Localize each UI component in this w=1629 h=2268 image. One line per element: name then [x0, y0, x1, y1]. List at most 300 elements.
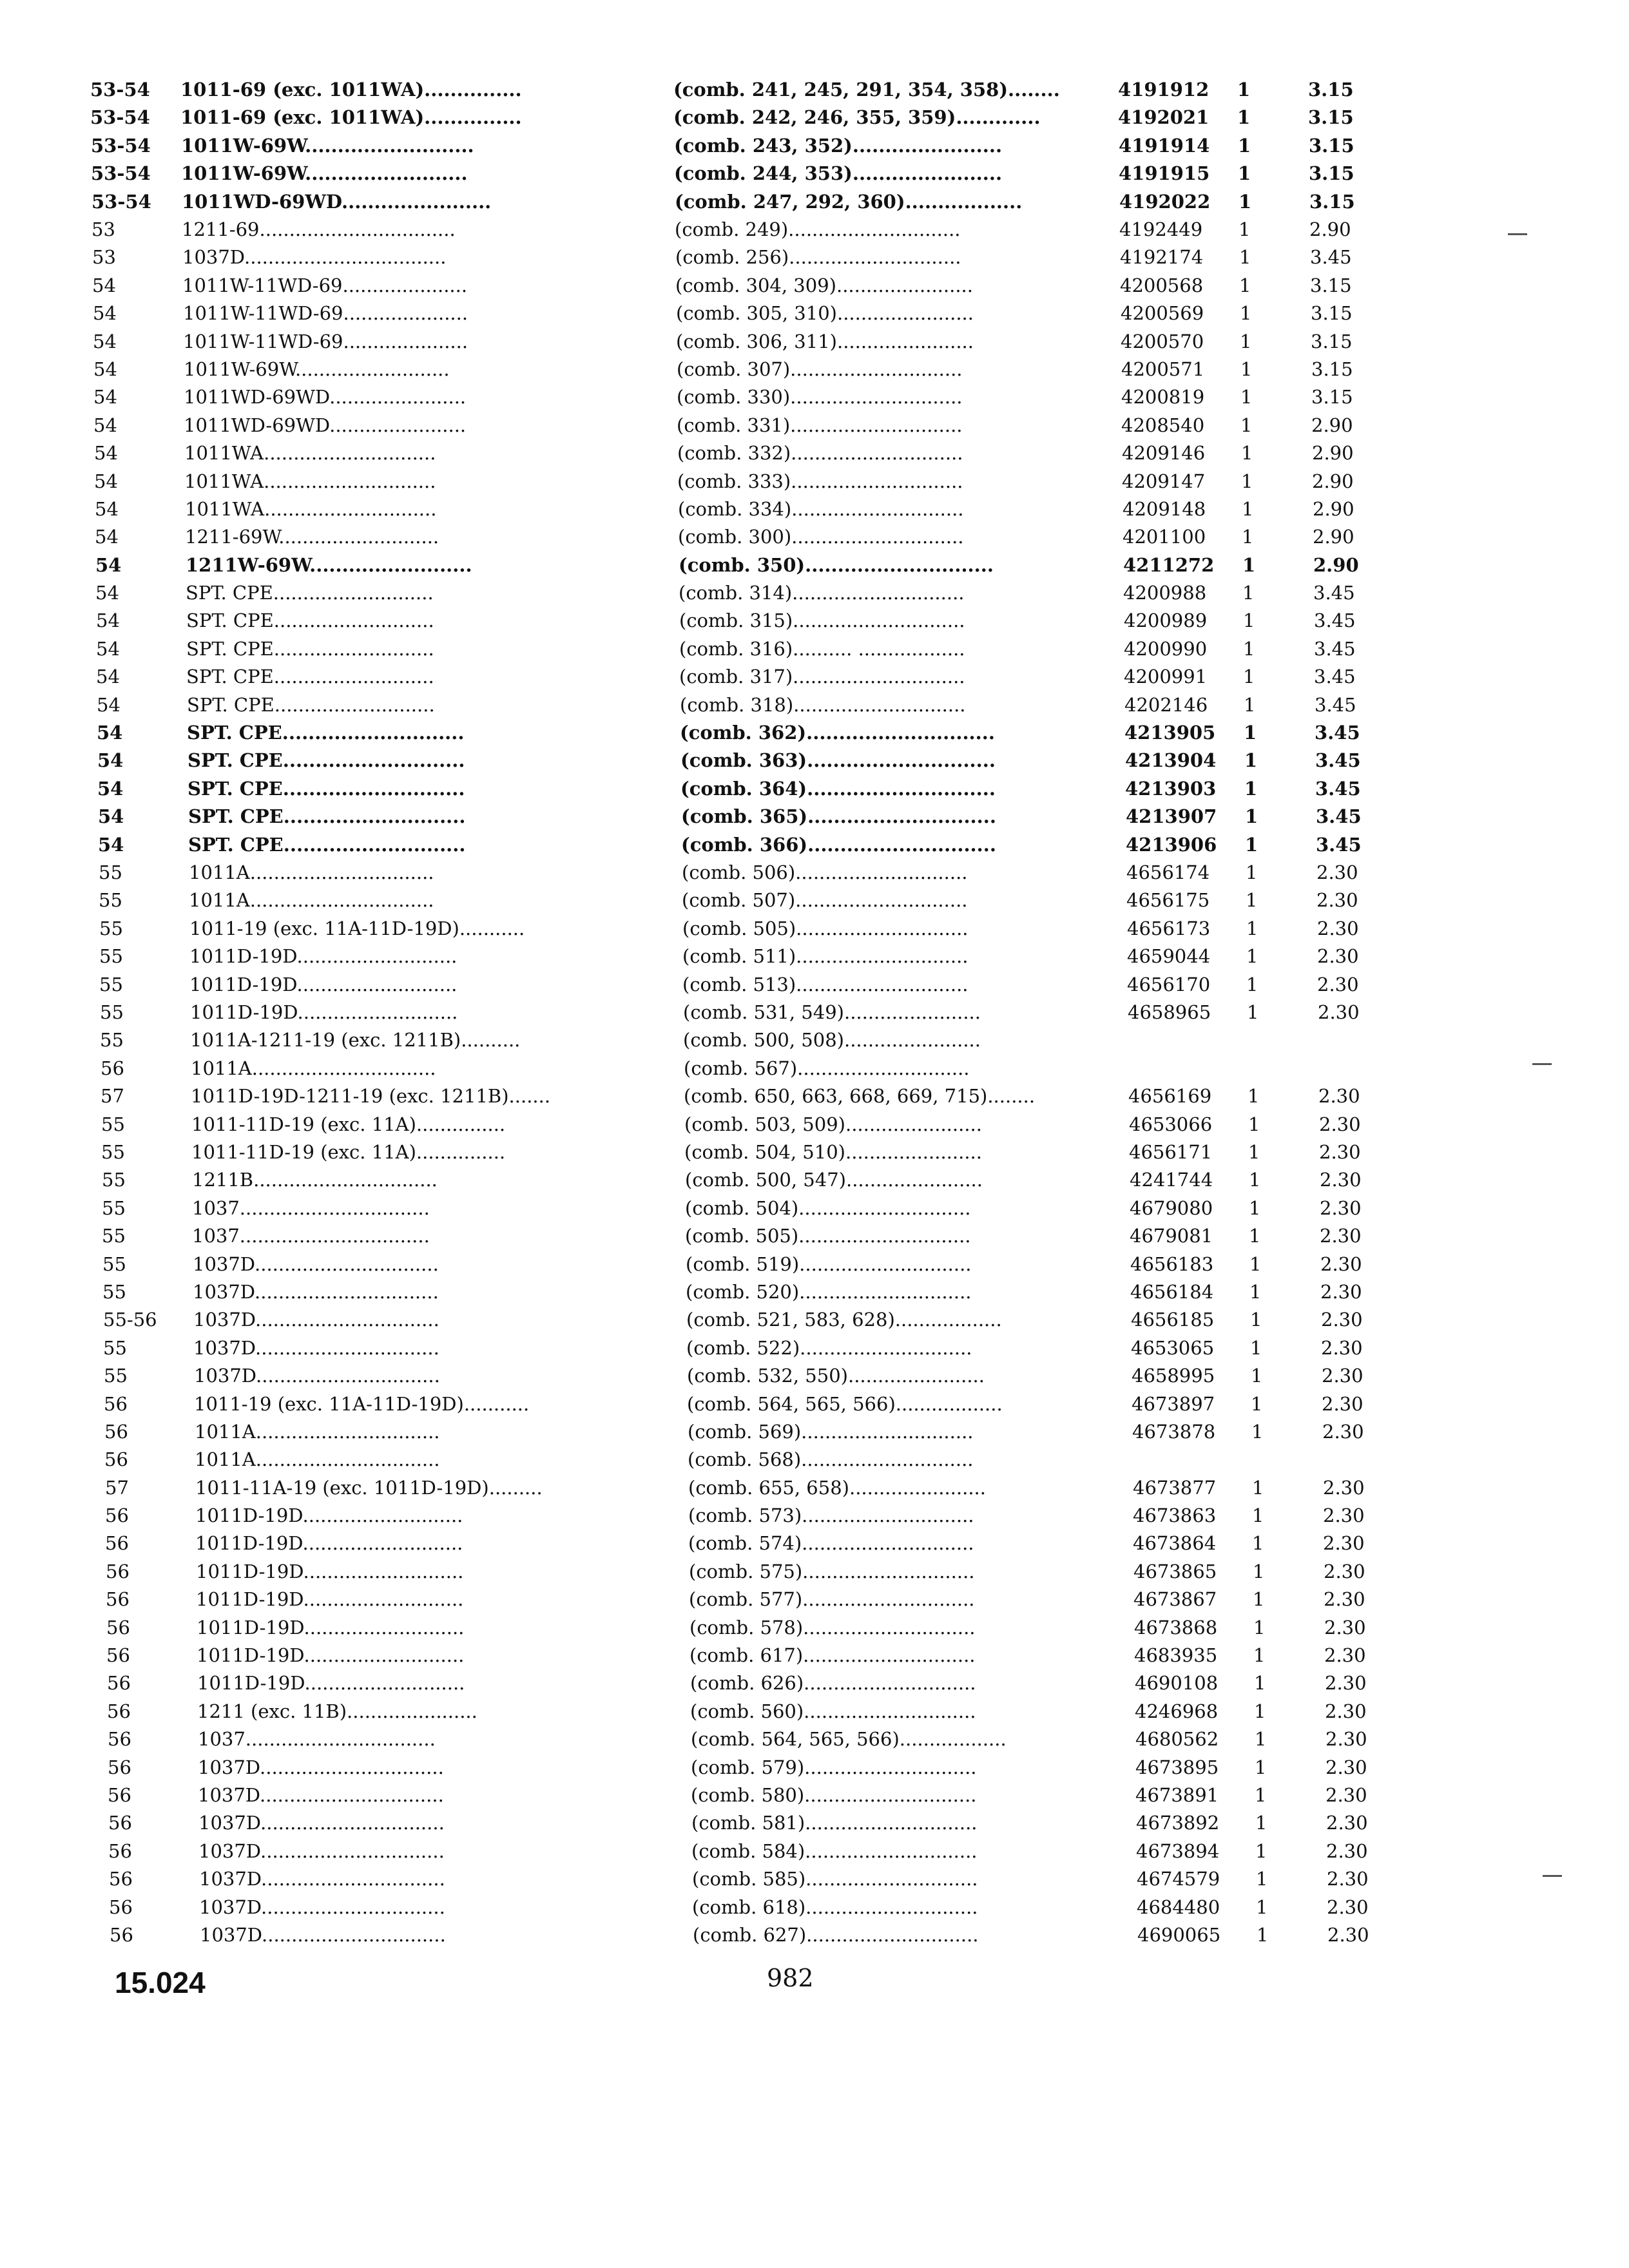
year-cell: 55-56: [103, 1309, 157, 1331]
comb-cell: (comb. 307).............................: [677, 358, 963, 380]
comb-cell: (comb. 579).............................: [691, 1756, 977, 1778]
part-cell: 4211272: [1123, 554, 1215, 576]
model-cell: 1011W-69W.........................: [181, 162, 468, 184]
qty-cell: 1: [1242, 582, 1255, 604]
year-cell: 54: [98, 834, 124, 856]
qty-cell: 1: [1244, 749, 1258, 771]
comb-cell: (comb. 578).............................: [689, 1617, 976, 1639]
price-cell: 3.15: [1310, 274, 1352, 296]
part-cell: 4658965: [1128, 1001, 1211, 1023]
year-cell: 56: [110, 1924, 133, 1946]
part-cell: 4200819: [1121, 386, 1205, 408]
comb-cell: (comb. 362).............................: [680, 722, 995, 744]
comb-cell: (comb. 504, 510).......................: [684, 1141, 982, 1163]
year-cell: 56: [109, 1896, 133, 1918]
price-cell: 2.30: [1325, 1672, 1367, 1694]
comb-cell: (comb. 306, 311).......................: [676, 331, 974, 352]
year-cell: 56: [107, 1700, 131, 1722]
part-cell: 4679080: [1130, 1197, 1213, 1219]
model-cell: 1211-69W...........................: [185, 526, 439, 548]
qty-cell: 1: [1248, 1141, 1260, 1163]
part-cell: 4673864: [1133, 1532, 1217, 1554]
comb-cell: (comb. 366).............................: [681, 834, 996, 856]
year-cell: 56: [106, 1644, 130, 1666]
part-cell: 4673892: [1136, 1812, 1220, 1834]
part-cell: 4208540: [1121, 414, 1205, 436]
year-cell: 53-54: [90, 79, 150, 101]
qty-cell: 1: [1238, 162, 1251, 184]
part-cell: 4209147: [1122, 470, 1206, 492]
qty-cell: 1: [1240, 302, 1252, 324]
year-cell: 55: [103, 1337, 127, 1359]
part-cell: 4200991: [1124, 666, 1208, 687]
comb-cell: (comb. 500, 508).......................: [683, 1029, 981, 1051]
model-cell: 1011WA.............................: [185, 498, 437, 520]
comb-cell: (comb. 531, 549).......................: [683, 1001, 981, 1023]
part-cell: 4192022: [1119, 191, 1211, 213]
year-cell: 55: [102, 1225, 126, 1247]
model-cell: 1011W-11WD-69.....................: [183, 331, 468, 352]
price-cell: 2.90: [1312, 470, 1354, 492]
year-cell: 55: [99, 889, 122, 911]
part-cell: 4213906: [1126, 834, 1217, 856]
comb-cell: (comb. 256).............................: [675, 246, 961, 268]
comb-cell: (comb. 585).............................: [692, 1868, 978, 1890]
price-cell: 2.30: [1321, 1309, 1363, 1331]
comb-cell: (comb. 330).............................: [677, 386, 963, 408]
year-cell: 55: [102, 1281, 126, 1303]
part-cell: 4656175: [1126, 889, 1210, 911]
year-cell: 54: [97, 694, 120, 716]
qty-cell: 1: [1253, 1588, 1265, 1610]
price-cell: 2.30: [1324, 1644, 1366, 1666]
year-cell: 56: [109, 1868, 133, 1890]
qty-cell: 1: [1256, 1868, 1268, 1890]
year-cell: 55: [102, 1253, 126, 1275]
comb-cell: (comb. 503, 509).......................: [684, 1113, 982, 1135]
model-cell: 1011A...............................: [195, 1448, 440, 1470]
comb-cell: (comb. 564, 565, 566)..................: [687, 1393, 1003, 1415]
part-cell: 4192449: [1119, 218, 1203, 240]
qty-cell: 1: [1239, 274, 1251, 296]
comb-cell: (comb. 575).............................: [689, 1561, 975, 1582]
price-cell: 2.30: [1316, 889, 1358, 911]
model-cell: SPT. CPE...........................: [187, 694, 435, 716]
price-cell: 2.30: [1326, 1840, 1368, 1862]
model-cell: 1011D-19D-1211-19 (exc. 1211B).......: [191, 1085, 551, 1107]
year-cell: 57: [105, 1477, 129, 1499]
price-cell: 2.30: [1322, 1421, 1364, 1443]
part-cell: 4213904: [1125, 749, 1217, 771]
year-cell: 54: [93, 302, 117, 324]
part-cell: 4656173: [1127, 918, 1211, 939]
qty-cell: 1: [1240, 386, 1253, 408]
part-cell: 4200571: [1121, 358, 1205, 380]
price-cell: 3.45: [1313, 582, 1355, 604]
price-cell: 2.30: [1322, 1393, 1364, 1415]
qty-cell: 1: [1251, 1421, 1264, 1443]
qty-cell: 1: [1245, 834, 1258, 856]
year-cell: 55: [101, 1141, 125, 1163]
model-cell: 1011WD-69WD.......................: [182, 191, 492, 213]
qty-cell: 1: [1249, 1225, 1261, 1247]
price-cell: 2.90: [1313, 554, 1359, 576]
qty-cell: 1: [1240, 331, 1252, 352]
margin-mark: [1532, 1063, 1552, 1065]
comb-cell: (comb. 331).............................: [677, 414, 963, 436]
year-cell: 54: [95, 582, 119, 604]
part-cell: 4653065: [1131, 1337, 1215, 1359]
comb-cell: (comb. 241, 245, 291, 354, 358)........: [673, 79, 1060, 101]
comb-cell: (comb. 305, 310).......................: [676, 302, 974, 324]
comb-cell: (comb. 318).............................: [680, 694, 966, 716]
part-cell: 4656170: [1127, 974, 1211, 995]
price-cell: 3.15: [1309, 162, 1354, 184]
model-cell: 1011WD-69WD.......................: [184, 386, 467, 408]
price-cell: 3.15: [1311, 358, 1353, 380]
year-cell: 55: [99, 974, 123, 995]
price-cell: 3.45: [1314, 610, 1356, 631]
part-cell: 4656171: [1129, 1141, 1213, 1163]
price-cell: 2.30: [1327, 1868, 1369, 1890]
year-cell: 56: [108, 1756, 131, 1778]
qty-cell: 1: [1248, 1085, 1260, 1107]
year-cell: 56: [106, 1561, 130, 1582]
part-cell: 4673897: [1132, 1393, 1215, 1415]
comb-cell: (comb. 577).............................: [689, 1588, 975, 1610]
model-cell: 1037D...............................: [194, 1365, 440, 1387]
part-cell: 4673865: [1133, 1561, 1217, 1582]
year-cell: 55: [99, 945, 123, 967]
part-cell: 4656185: [1131, 1309, 1215, 1331]
year-cell: 54: [94, 442, 118, 464]
model-cell: 1037D...............................: [199, 1868, 445, 1890]
part-cell: 4673867: [1133, 1588, 1217, 1610]
year-cell: 54: [96, 666, 120, 687]
comb-cell: (comb. 574).............................: [688, 1532, 974, 1554]
model-cell: 1011W-69W..........................: [184, 358, 450, 380]
qty-cell: 1: [1253, 1561, 1265, 1582]
year-cell: 54: [98, 805, 124, 827]
comb-cell: (comb. 560).............................: [690, 1700, 976, 1722]
qty-cell: 1: [1246, 861, 1258, 883]
comb-cell: (comb. 300).............................: [678, 526, 964, 548]
part-cell: 4209146: [1122, 442, 1206, 464]
qty-cell: 1: [1239, 246, 1251, 268]
comb-cell: (comb. 506).............................: [682, 861, 968, 883]
part-cell: 4191915: [1119, 162, 1210, 184]
comb-cell: (comb. 626).............................: [690, 1672, 976, 1694]
model-cell: 1211 (exc. 11B)......................: [197, 1700, 477, 1722]
model-cell: 1011-11D-19 (exc. 11A)...............: [191, 1141, 506, 1163]
comb-cell: (comb. 504).............................: [685, 1197, 971, 1219]
year-cell: 54: [95, 554, 122, 576]
year-cell: 57: [101, 1085, 124, 1107]
qty-cell: 1: [1244, 722, 1257, 744]
qty-cell: 1: [1251, 1393, 1263, 1415]
comb-cell: (comb. 580).............................: [691, 1784, 977, 1806]
price-cell: 2.30: [1325, 1728, 1367, 1750]
comb-cell: (comb. 532, 550).......................: [687, 1365, 985, 1387]
comb-cell: (comb. 522).............................: [686, 1337, 972, 1359]
part-cell: 4202146: [1124, 694, 1208, 716]
qty-cell: 1: [1249, 1197, 1261, 1219]
model-cell: 1211-69.................................: [182, 218, 456, 240]
price-cell: 3.15: [1309, 135, 1354, 157]
qty-cell: 1: [1250, 1309, 1262, 1331]
qty-cell: 1: [1252, 1532, 1264, 1554]
comb-cell: (comb. 350).............................: [679, 554, 994, 576]
part-cell: 4200988: [1123, 582, 1207, 604]
year-cell: 53: [92, 218, 115, 240]
price-cell: 3.45: [1314, 638, 1356, 660]
price-cell: 2.30: [1326, 1812, 1368, 1834]
year-cell: 54: [96, 638, 120, 660]
part-cell: 4213905: [1124, 722, 1216, 744]
price-cell: 2.30: [1316, 861, 1358, 883]
year-cell: 54: [93, 386, 117, 408]
model-cell: 1037................................: [192, 1225, 430, 1247]
model-cell: SPT. CPE............................: [187, 722, 465, 744]
margin-mark: [1543, 1875, 1562, 1877]
page-number: 982: [767, 1964, 814, 1992]
qty-cell: 1: [1241, 470, 1253, 492]
qty-cell: 1: [1257, 1924, 1269, 1946]
model-cell: 1011A...............................: [189, 889, 434, 911]
year-cell: 53-54: [91, 162, 151, 184]
qty-cell: 1: [1252, 1477, 1264, 1499]
part-cell: 4690108: [1135, 1672, 1219, 1694]
model-cell: SPT. CPE............................: [188, 834, 466, 856]
part-cell: 4246968: [1135, 1700, 1219, 1722]
qty-cell: 1: [1255, 1840, 1268, 1862]
year-cell: 54: [93, 331, 117, 352]
part-cell: 4656169: [1128, 1085, 1212, 1107]
comb-cell: (comb. 584).............................: [691, 1840, 978, 1862]
model-cell: 1037D...............................: [198, 1784, 444, 1806]
qty-cell: 1: [1237, 79, 1251, 101]
year-cell: 55: [99, 861, 122, 883]
model-cell: 1011D-19D...........................: [189, 974, 458, 995]
year-cell: 53-54: [91, 135, 151, 157]
part-cell: 4690065: [1137, 1924, 1221, 1946]
model-cell: 1011-69 (exc. 1011WA)...............: [180, 79, 522, 101]
year-cell: 56: [105, 1504, 129, 1526]
price-cell: 3.45: [1315, 749, 1361, 771]
year-cell: 56: [106, 1617, 130, 1639]
model-cell: 1011D-19D...........................: [190, 1001, 458, 1023]
comb-cell: (comb. 333).............................: [677, 470, 963, 492]
price-cell: 2.30: [1324, 1588, 1365, 1610]
qty-cell: 1: [1255, 1812, 1268, 1834]
year-cell: 56: [108, 1840, 132, 1862]
model-cell: 1011D-19D...........................: [197, 1672, 465, 1694]
model-cell: 1011D-19D...........................: [195, 1532, 463, 1554]
price-cell: 2.30: [1317, 918, 1359, 939]
year-cell: 54: [97, 749, 124, 771]
comb-cell: (comb. 247, 292, 360)..................: [675, 191, 1023, 213]
comb-cell: (comb. 650, 663, 668, 669, 715)........: [684, 1085, 1036, 1107]
comb-cell: (comb. 511).............................: [682, 945, 969, 967]
part-cell: 4201100: [1123, 526, 1206, 548]
year-cell: 53-54: [90, 106, 150, 128]
model-cell: 1211W-69W.........................: [186, 554, 472, 576]
model-cell: 1011-11D-19 (exc. 11A)...............: [191, 1113, 506, 1135]
comb-cell: (comb. 505).............................: [682, 918, 969, 939]
part-cell: 4209148: [1123, 498, 1206, 520]
qty-cell: 1: [1237, 106, 1251, 128]
comb-cell: (comb. 316).......... ..................: [679, 638, 965, 660]
price-cell: 3.45: [1314, 666, 1356, 687]
price-cell: 2.30: [1320, 1169, 1362, 1191]
qty-cell: 1: [1245, 805, 1258, 827]
comb-cell: (comb. 315).............................: [679, 610, 965, 631]
part-cell: 4673894: [1136, 1840, 1220, 1862]
model-cell: SPT. CPE............................: [188, 805, 466, 827]
comb-cell: (comb. 363).............................: [680, 749, 996, 771]
model-cell: 1037D...............................: [193, 1309, 439, 1331]
qty-cell: 1: [1244, 778, 1258, 800]
comb-cell: (comb. 500, 547).......................: [685, 1169, 983, 1191]
part-cell: 4673868: [1134, 1617, 1218, 1639]
part-cell: 4213903: [1125, 778, 1217, 800]
price-cell: 3.15: [1311, 331, 1353, 352]
part-cell: 4680562: [1135, 1728, 1219, 1750]
qty-cell: 1: [1241, 442, 1253, 464]
price-cell: 2.30: [1319, 1141, 1361, 1163]
part-cell: 4684480: [1137, 1896, 1220, 1918]
price-cell: 2.30: [1320, 1225, 1362, 1247]
qty-cell: 1: [1255, 1756, 1267, 1778]
part-cell: 4200990: [1124, 638, 1208, 660]
part-cell: 4191912: [1118, 79, 1210, 101]
year-cell: 54: [96, 610, 120, 631]
comb-cell: (comb. 332).............................: [677, 442, 963, 464]
qty-cell: 1: [1238, 135, 1251, 157]
part-cell: 4200568: [1120, 274, 1204, 296]
part-cell: 4213907: [1126, 805, 1217, 827]
year-cell: 54: [97, 778, 124, 800]
model-cell: 1037................................: [192, 1197, 430, 1219]
part-cell: 4192021: [1118, 106, 1210, 128]
price-cell: 3.45: [1315, 694, 1356, 716]
model-cell: 1211B...............................: [192, 1169, 438, 1191]
model-cell: 1011D-19D...........................: [189, 945, 458, 967]
model-cell: 1037D...............................: [198, 1756, 444, 1778]
model-cell: SPT. CPE...........................: [186, 610, 434, 631]
price-cell: 2.30: [1318, 1085, 1360, 1107]
qty-cell: 1: [1240, 414, 1253, 436]
page-code: 15.024: [115, 1966, 206, 1999]
comb-cell: (comb. 564, 565, 566)..................: [691, 1728, 1007, 1750]
year-cell: 55: [102, 1169, 126, 1191]
model-cell: 1011D-19D...........................: [197, 1617, 465, 1639]
year-cell: 54: [97, 722, 123, 744]
part-cell: 4673877: [1133, 1477, 1217, 1499]
price-cell: 2.90: [1312, 442, 1354, 464]
qty-cell: 1: [1239, 191, 1252, 213]
year-cell: 56: [105, 1532, 129, 1554]
part-cell: 4679081: [1130, 1225, 1213, 1247]
qty-cell: 1: [1256, 1896, 1268, 1918]
model-cell: SPT. CPE............................: [188, 778, 465, 800]
price-cell: 2.30: [1317, 945, 1359, 967]
model-cell: 1011W-11WD-69.....................: [182, 274, 468, 296]
part-cell: 4673895: [1135, 1756, 1219, 1778]
qty-cell: 1: [1243, 666, 1255, 687]
comb-cell: (comb. 314).............................: [679, 582, 965, 604]
qty-cell: 1: [1248, 1113, 1260, 1135]
qty-cell: 1: [1246, 889, 1258, 911]
price-cell: 2.30: [1325, 1700, 1367, 1722]
price-cell: 2.30: [1322, 1365, 1364, 1387]
model-cell: 1037D...............................: [198, 1812, 445, 1834]
comb-cell: (comb. 567).............................: [684, 1057, 970, 1079]
year-cell: 56: [104, 1448, 128, 1470]
comb-cell: (comb. 513).............................: [682, 974, 969, 995]
price-cell: 2.30: [1318, 1001, 1360, 1023]
qty-cell: 1: [1249, 1281, 1262, 1303]
part-cell: 4191914: [1119, 135, 1210, 157]
qty-cell: 1: [1254, 1672, 1266, 1694]
model-cell: SPT. CPE...........................: [186, 638, 434, 660]
year-cell: 56: [108, 1728, 131, 1750]
part-cell: 4241744: [1130, 1169, 1213, 1191]
price-cell: 2.30: [1323, 1504, 1365, 1526]
model-cell: 1011A...............................: [195, 1421, 440, 1443]
qty-cell: 1: [1251, 1365, 1263, 1387]
model-cell: 1011W-69W..........................: [181, 135, 474, 157]
model-cell: 1037D...............................: [199, 1896, 445, 1918]
qty-cell: 1: [1242, 554, 1256, 576]
price-cell: 3.15: [1308, 106, 1354, 128]
price-cell: 3.45: [1316, 834, 1362, 856]
part-cell: 4653066: [1129, 1113, 1213, 1135]
year-cell: 54: [92, 274, 116, 296]
comb-cell: (comb. 617).............................: [689, 1644, 976, 1666]
comb-cell: (comb. 243, 352).......................: [674, 135, 1003, 157]
model-cell: 1011WD-69WD.......................: [184, 414, 467, 436]
year-cell: 54: [95, 526, 119, 548]
part-cell: 4674579: [1137, 1868, 1220, 1890]
model-cell: 1011-19 (exc. 11A-11D-19D)...........: [189, 918, 525, 939]
price-cell: 2.30: [1327, 1896, 1369, 1918]
qty-cell: 1: [1243, 638, 1255, 660]
year-cell: 56: [101, 1057, 124, 1079]
comb-cell: (comb. 573).............................: [688, 1504, 974, 1526]
comb-cell: (comb. 505).............................: [685, 1225, 971, 1247]
year-cell: 55: [99, 918, 123, 939]
part-cell: 4658995: [1132, 1365, 1215, 1387]
part-cell: 4200989: [1124, 610, 1208, 631]
model-cell: 1037D..................................: [182, 246, 447, 268]
qty-cell: 1: [1247, 1001, 1259, 1023]
year-cell: 56: [106, 1588, 130, 1610]
qty-cell: 1: [1255, 1728, 1267, 1750]
model-cell: 1011A...............................: [191, 1057, 436, 1079]
year-cell: 54: [94, 470, 118, 492]
comb-cell: (comb. 581).............................: [691, 1812, 978, 1834]
price-cell: 2.30: [1325, 1756, 1367, 1778]
model-cell: 1037D...............................: [198, 1840, 445, 1862]
price-cell: 2.30: [1323, 1532, 1365, 1554]
model-cell: 1037................................: [198, 1728, 436, 1750]
price-cell: 2.30: [1320, 1253, 1362, 1275]
model-cell: 1011-69 (exc. 1011WA)...............: [180, 106, 522, 128]
model-cell: SPT. CPE............................: [188, 749, 465, 771]
part-cell: 4673863: [1133, 1504, 1217, 1526]
price-cell: 2.30: [1319, 1113, 1361, 1135]
